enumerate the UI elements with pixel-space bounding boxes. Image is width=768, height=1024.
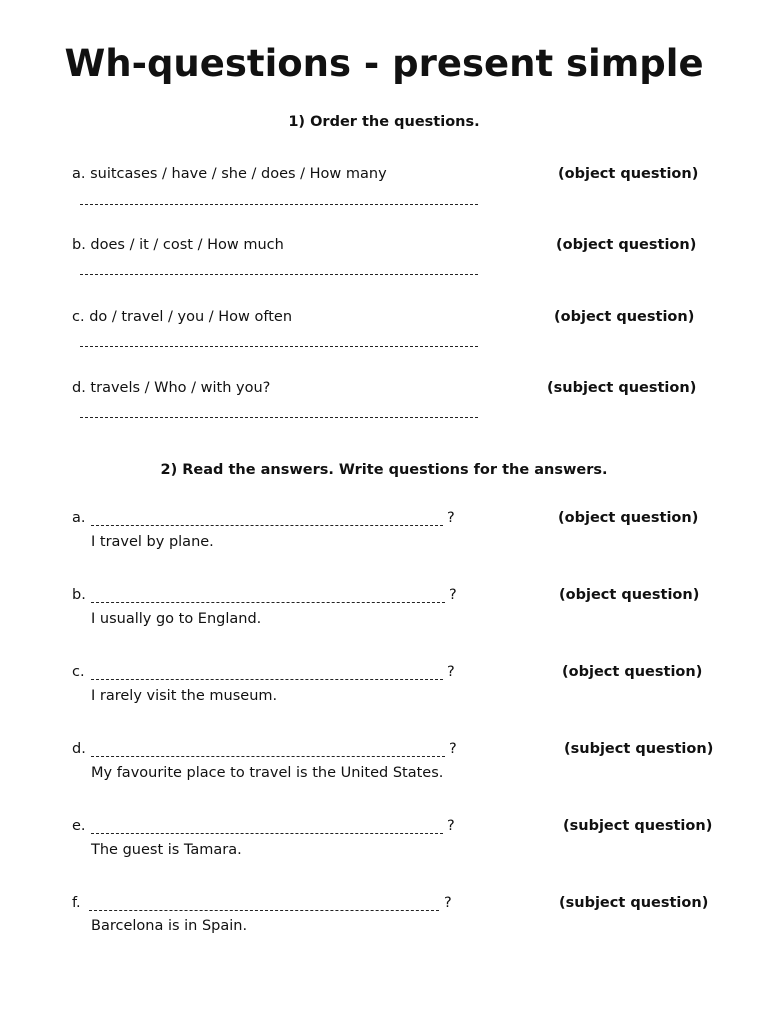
question-type-tag-2d: (subject question) [564, 741, 714, 757]
question-mark-f: ? [444, 895, 452, 911]
order-prompt-b: b. does / it / cost / How much [72, 237, 284, 253]
item-letter-b: b. [72, 587, 86, 603]
question-mark-b: ? [449, 587, 457, 603]
question-type-tag-2b: (object question) [559, 587, 700, 603]
item-letter-f: f. [72, 895, 81, 911]
question-line-d[interactable] [91, 756, 445, 757]
item-letter-c: c. [72, 664, 85, 680]
answer-line-b[interactable] [80, 274, 478, 275]
question-line-b[interactable] [91, 602, 445, 603]
answer-line-c[interactable] [80, 346, 478, 347]
order-prompt-d: d. travels / Who / with you? [72, 380, 271, 396]
given-answer-c: I rarely visit the museum. [91, 688, 278, 704]
question-mark-e: ? [447, 818, 455, 834]
page-title: Wh-questions - present simple [64, 42, 704, 85]
question-type-tag-a: (object question) [558, 166, 699, 182]
given-answer-a: I travel by plane. [91, 534, 214, 550]
question-type-tag-b: (object question) [556, 237, 697, 253]
question-mark-c: ? [447, 664, 455, 680]
given-answer-f: Barcelona is in Spain. [91, 918, 248, 934]
answer-line-d[interactable] [80, 417, 478, 418]
given-answer-d: My favourite place to travel is the United States. [91, 765, 444, 781]
question-line-e[interactable] [91, 833, 443, 834]
given-answer-e: The guest is Tamara. [91, 842, 242, 858]
question-type-tag-2c: (object question) [562, 664, 703, 680]
question-line-f[interactable] [89, 910, 439, 911]
item-letter-e: e. [72, 818, 86, 834]
item-letter-d: d. [72, 741, 86, 757]
order-prompt-c: c. do / travel / you / How often [72, 309, 293, 325]
question-type-tag-2a: (object question) [558, 510, 699, 526]
question-type-tag-2f: (subject question) [559, 895, 709, 911]
question-line-c[interactable] [91, 679, 443, 680]
given-answer-b: I usually go to England. [91, 611, 262, 627]
question-type-tag-c: (object question) [554, 309, 695, 325]
question-type-tag-d: (subject question) [547, 380, 697, 396]
question-mark-a: ? [447, 510, 455, 526]
item-letter-a: a. [72, 510, 86, 526]
question-line-a[interactable] [91, 525, 443, 526]
order-prompt-a: a. suitcases / have / she / does / How many [72, 166, 387, 182]
section-2-heading: 2) Read the answers. Write questions for the answers. [160, 462, 608, 478]
section-1-heading: 1) Order the questions. [288, 114, 480, 130]
question-mark-d: ? [449, 741, 457, 757]
question-type-tag-2e: (subject question) [563, 818, 713, 834]
answer-line-a[interactable] [80, 204, 478, 205]
